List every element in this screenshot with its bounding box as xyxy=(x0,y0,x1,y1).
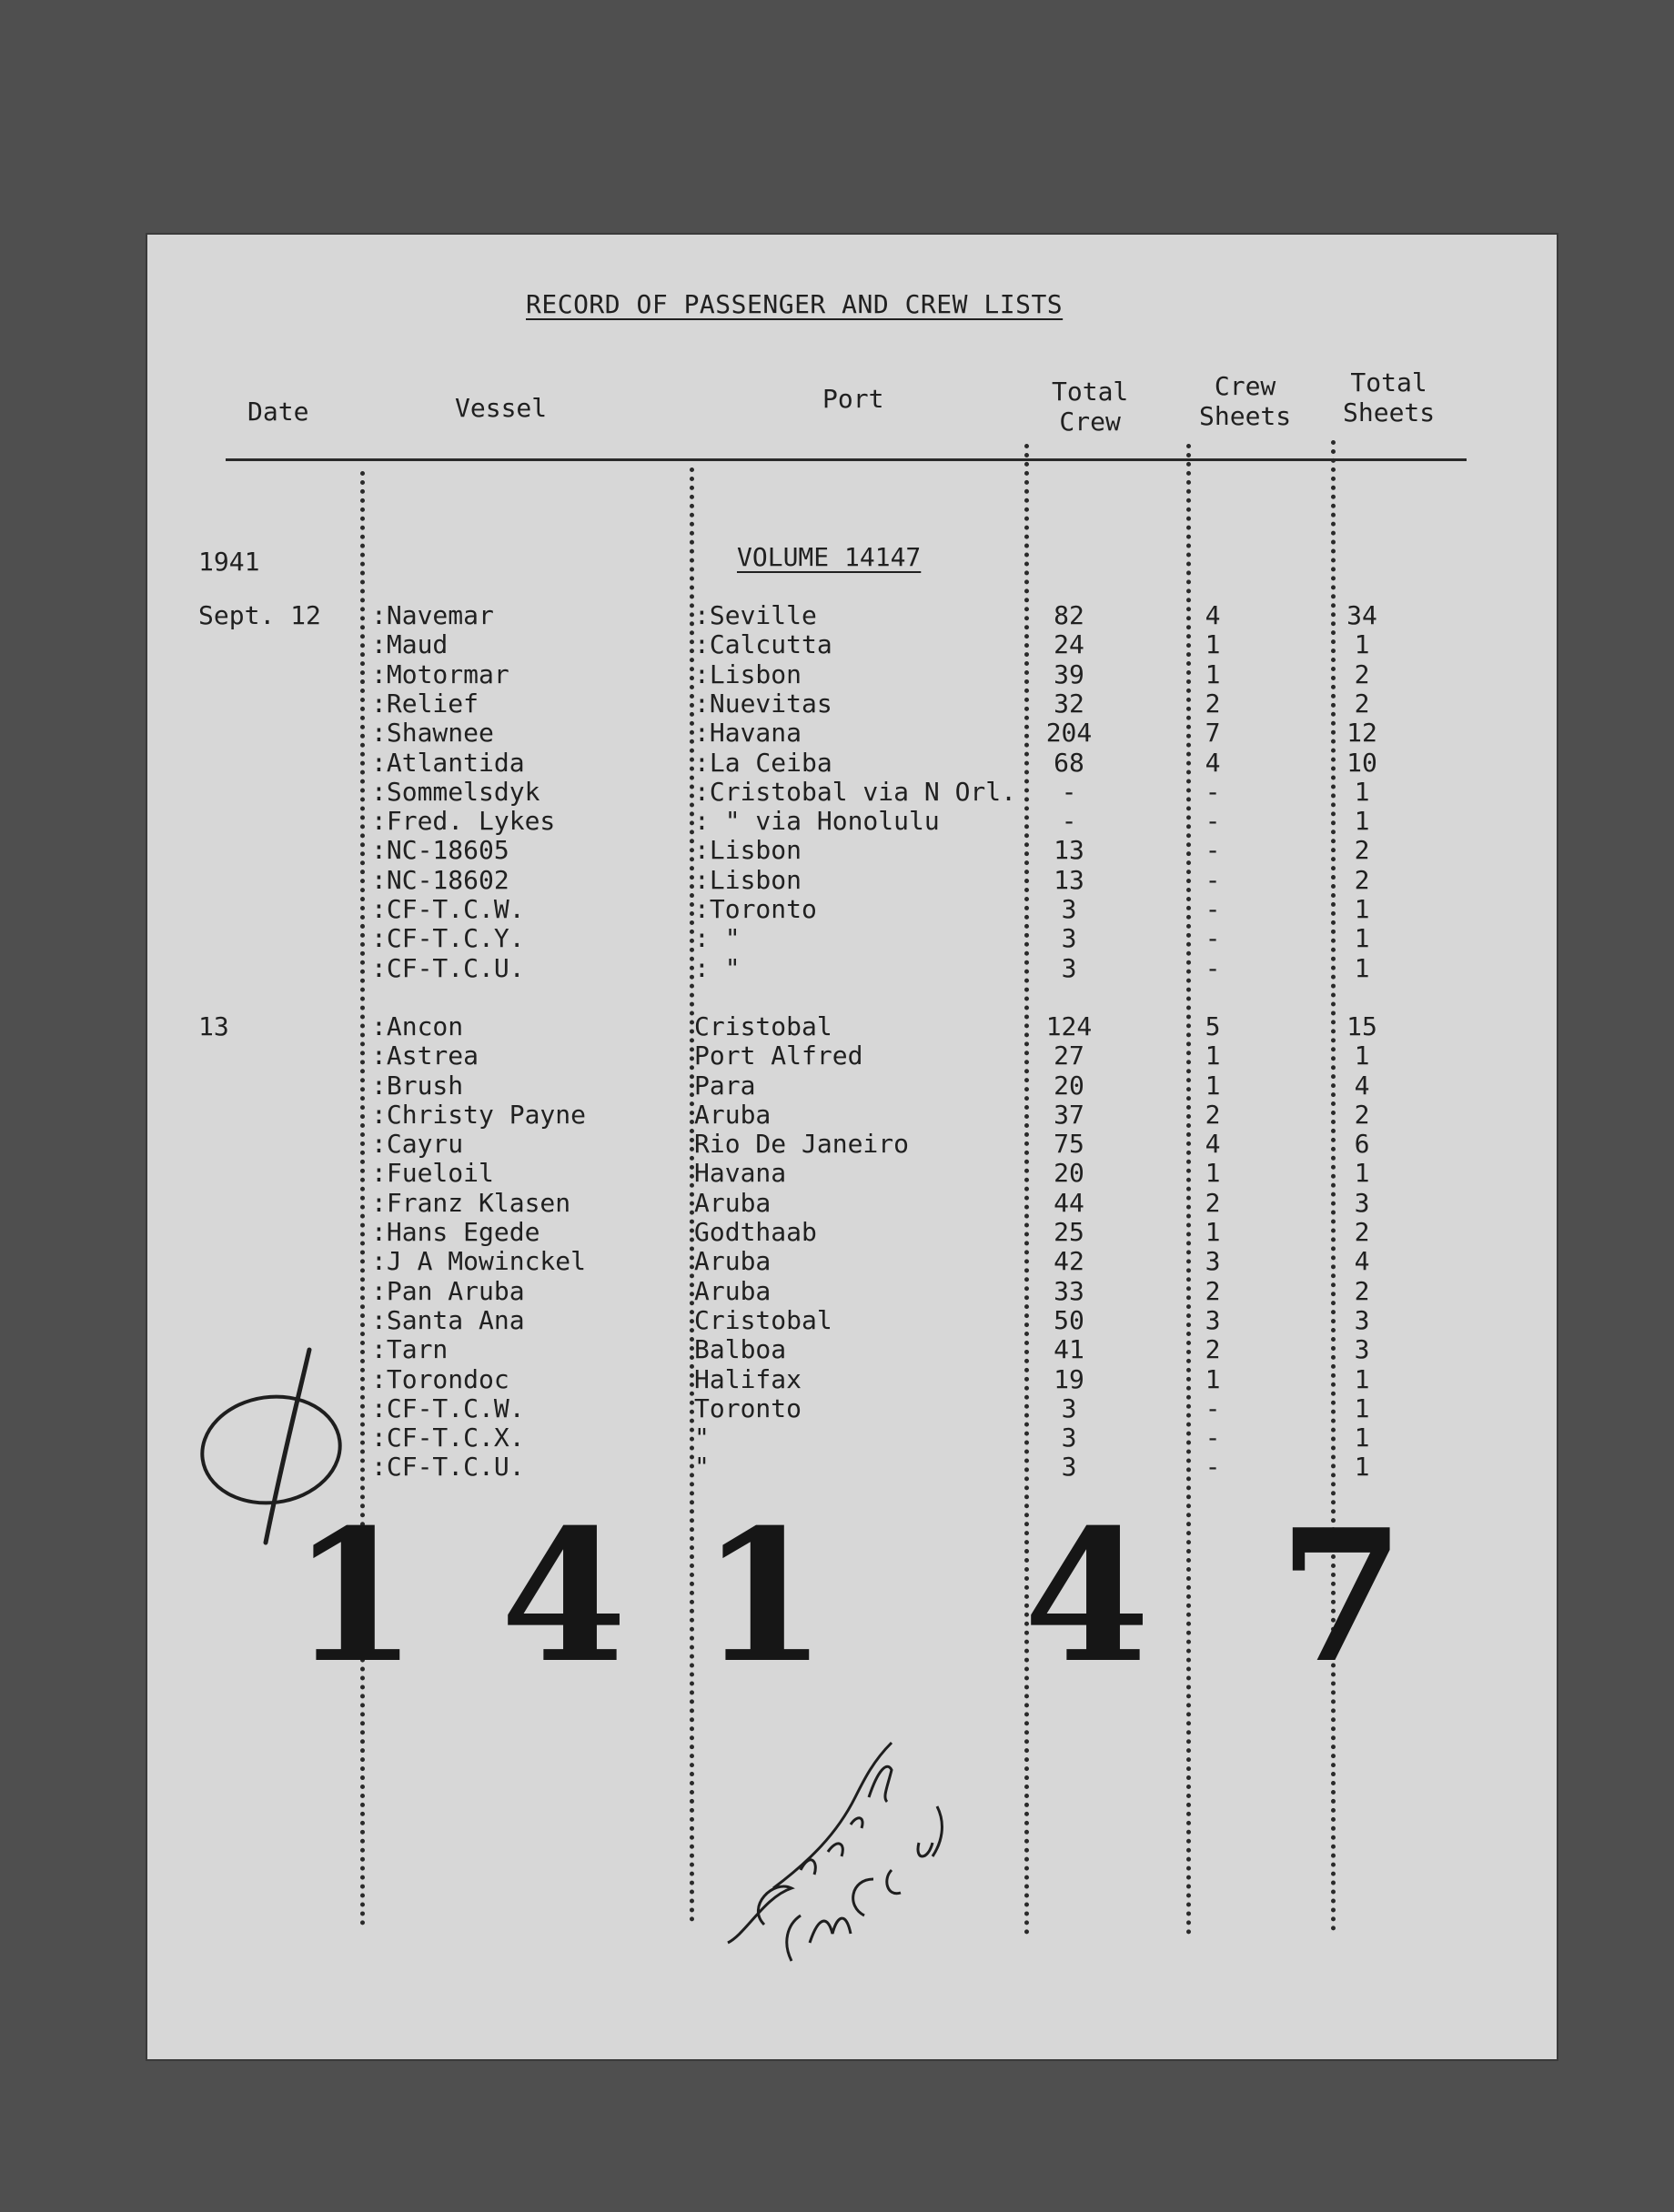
row-port: :Toronto xyxy=(694,894,817,924)
row-total-sheets: 1 xyxy=(1354,1363,1370,1394)
row-total-sheets: 2 xyxy=(1354,1099,1370,1130)
row-vessel: :Fred. Lykes xyxy=(371,806,556,837)
row-port: Cristobal xyxy=(694,1304,832,1335)
row-total-sheets: 12 xyxy=(1346,718,1377,749)
row-vessel: :NC-18602 xyxy=(371,864,509,895)
table-row xyxy=(146,1012,1465,1041)
header-total-crew: Total Crew xyxy=(1052,377,1129,437)
page-title: RECORD OF PASSENGER AND CREW LISTS xyxy=(526,289,1064,319)
row-vessel: :CF-T.C.Y. xyxy=(371,923,525,954)
row-port: : " xyxy=(694,952,741,983)
row-port: Cristobal xyxy=(694,1010,832,1041)
row-total-crew: 124 xyxy=(1045,1010,1093,1041)
row-date: 13 xyxy=(198,1010,229,1041)
row-crew-sheets: 3 xyxy=(1205,1246,1221,1277)
header-crew-sheets: Crew Sheets xyxy=(1199,371,1292,431)
stamp-digit: 4 xyxy=(1024,1490,1151,1704)
table-row xyxy=(146,866,1465,895)
table-row xyxy=(146,1071,1465,1101)
row-total-sheets: 2 xyxy=(1354,835,1370,866)
row-port: Godthaab xyxy=(694,1217,817,1247)
row-crew-sheets: 5 xyxy=(1205,1010,1221,1041)
row-total-sheets: 1 xyxy=(1354,1041,1370,1071)
row-port: " xyxy=(694,1423,710,1453)
row-total-crew: 44 xyxy=(1054,1187,1084,1218)
row-crew-sheets: - xyxy=(1205,894,1221,924)
row-total-crew: - xyxy=(1061,776,1077,807)
table-row xyxy=(146,1130,1465,1159)
row-total-sheets: 10 xyxy=(1346,747,1377,778)
row-total-sheets: 1 xyxy=(1354,1393,1370,1423)
row-vessel: :Christy Payne xyxy=(371,1099,587,1130)
row-vessel: :Fueloil xyxy=(371,1158,494,1189)
row-crew-sheets: 1 xyxy=(1205,629,1221,660)
row-port: :Nuevitas xyxy=(694,688,832,719)
table-row xyxy=(146,1218,1465,1247)
row-crew-sheets: 4 xyxy=(1205,747,1221,778)
row-total-sheets: 1 xyxy=(1354,1158,1370,1189)
table-row xyxy=(146,924,1465,953)
row-port: Aruba xyxy=(694,1275,771,1306)
row-total-sheets: 3 xyxy=(1354,1304,1370,1335)
table-row xyxy=(146,1159,1465,1188)
row-crew-sheets: - xyxy=(1205,923,1221,954)
row-port: : " via Honolulu xyxy=(694,806,940,837)
row-port: :Calcutta xyxy=(694,629,832,660)
row-port: " xyxy=(694,1452,710,1483)
record-sheet xyxy=(146,233,1558,2061)
row-total-sheets: 1 xyxy=(1354,629,1370,660)
row-total-crew: 3 xyxy=(1061,923,1077,954)
row-vessel: :Astrea xyxy=(371,1041,479,1071)
table-row xyxy=(146,749,1465,778)
row-total-crew: 13 xyxy=(1054,864,1084,895)
row-total-crew: 50 xyxy=(1054,1304,1084,1335)
row-port: :Havana xyxy=(694,718,802,749)
row-port: Aruba xyxy=(694,1246,771,1277)
row-total-crew: 42 xyxy=(1054,1246,1084,1277)
row-crew-sheets: - xyxy=(1205,864,1221,895)
row-total-crew: 39 xyxy=(1054,659,1084,689)
row-total-sheets: 15 xyxy=(1346,1010,1377,1041)
header-total-sheets: Total Sheets xyxy=(1343,367,1436,427)
row-port: Para xyxy=(694,1070,756,1101)
row-port: :Lisbon xyxy=(694,864,802,895)
row-date: Sept. 12 xyxy=(198,600,321,630)
row-total-sheets: 1 xyxy=(1354,806,1370,837)
row-port: : " xyxy=(694,923,741,954)
row-crew-sheets: - xyxy=(1205,1393,1221,1423)
header-port: Port xyxy=(822,384,884,414)
row-crew-sheets: 3 xyxy=(1205,1304,1221,1335)
table-row xyxy=(146,807,1465,836)
row-vessel: :CF-T.C.U. xyxy=(371,1452,525,1483)
row-total-sheets: 2 xyxy=(1354,1217,1370,1247)
row-total-crew: - xyxy=(1061,806,1077,837)
row-vessel: :Shawnee xyxy=(371,718,494,749)
row-total-sheets: 2 xyxy=(1354,659,1370,689)
row-vessel: :CF-T.C.X. xyxy=(371,1423,525,1453)
header-date: Date xyxy=(247,397,309,427)
row-vessel: :Franz Klasen xyxy=(371,1187,571,1218)
row-crew-sheets: 2 xyxy=(1205,1275,1221,1306)
stamp-digit: 1 xyxy=(291,1490,418,1704)
row-port: Balboa xyxy=(694,1334,787,1365)
stamp-digit: 7 xyxy=(1278,1490,1406,1704)
row-vessel: :Sommelsdyk xyxy=(371,776,540,807)
row-vessel: :CF-T.C.U. xyxy=(371,952,525,983)
table-row xyxy=(146,1247,1465,1276)
row-total-crew: 25 xyxy=(1054,1217,1084,1247)
row-crew-sheets: 1 xyxy=(1205,1070,1221,1101)
table-row xyxy=(146,689,1465,719)
row-vessel: :Ancon xyxy=(371,1010,464,1041)
row-vessel: :Maud xyxy=(371,629,449,660)
row-port: :Cristobal via N Orl. xyxy=(694,776,1017,807)
row-total-crew: 3 xyxy=(1061,1423,1077,1453)
row-total-crew: 3 xyxy=(1061,952,1077,983)
table-row xyxy=(146,660,1465,689)
row-crew-sheets: 1 xyxy=(1205,1041,1221,1071)
row-vessel: :CF-T.C.W. xyxy=(371,1393,525,1423)
row-vessel: :Motormar xyxy=(371,659,509,689)
table-row xyxy=(146,719,1465,748)
row-total-sheets: 1 xyxy=(1354,1452,1370,1483)
row-total-sheets: 34 xyxy=(1346,600,1377,630)
row-port: Port Alfred xyxy=(694,1041,863,1071)
row-total-sheets: 2 xyxy=(1354,688,1370,719)
row-crew-sheets: - xyxy=(1205,835,1221,866)
row-crew-sheets: - xyxy=(1205,952,1221,983)
row-crew-sheets: 7 xyxy=(1205,718,1221,749)
row-total-crew: 204 xyxy=(1045,718,1093,749)
table-row xyxy=(146,778,1465,807)
table-row xyxy=(146,895,1465,924)
row-total-crew: 37 xyxy=(1054,1099,1084,1130)
row-total-crew: 41 xyxy=(1054,1334,1084,1365)
row-total-crew: 13 xyxy=(1054,835,1084,866)
row-crew-sheets: 2 xyxy=(1205,1187,1221,1218)
row-crew-sheets: - xyxy=(1205,1452,1221,1483)
handwritten-signature xyxy=(710,1706,983,1979)
table-row xyxy=(146,630,1465,659)
row-crew-sheets: 1 xyxy=(1205,1217,1221,1247)
row-total-sheets: 3 xyxy=(1354,1187,1370,1218)
row-total-sheets: 1 xyxy=(1354,952,1370,983)
row-total-crew: 33 xyxy=(1054,1275,1084,1306)
row-vessel: :Brush xyxy=(371,1070,464,1101)
row-crew-sheets: 1 xyxy=(1205,659,1221,689)
row-vessel: :Navemar xyxy=(371,600,494,630)
row-total-sheets: 1 xyxy=(1354,923,1370,954)
table-row xyxy=(146,954,1465,983)
row-port: Halifax xyxy=(694,1363,802,1394)
table-row xyxy=(146,1101,1465,1130)
row-crew-sheets: - xyxy=(1205,806,1221,837)
row-total-crew: 75 xyxy=(1054,1129,1084,1160)
row-crew-sheets: 4 xyxy=(1205,600,1221,630)
row-vessel: :NC-18605 xyxy=(371,835,509,866)
table-row xyxy=(146,601,1465,630)
volume-label: VOLUME 14147 xyxy=(737,542,922,572)
row-vessel: :Santa Ana xyxy=(371,1304,525,1335)
row-vessel: :Hans Egede xyxy=(371,1217,540,1247)
row-vessel: :Pan Aruba xyxy=(371,1275,525,1306)
row-vessel: :J A Mowinckel xyxy=(371,1246,587,1277)
row-total-sheets: 2 xyxy=(1354,1275,1370,1306)
row-total-crew: 68 xyxy=(1054,747,1084,778)
row-port: Aruba xyxy=(694,1099,771,1130)
row-vessel: :Atlantida xyxy=(371,747,525,778)
row-total-crew: 20 xyxy=(1054,1070,1084,1101)
row-vessel: :Torondoc xyxy=(371,1363,509,1394)
table-row xyxy=(146,836,1465,865)
row-port: Havana xyxy=(694,1158,787,1189)
row-total-crew: 3 xyxy=(1061,894,1077,924)
year-label: 1941 xyxy=(198,547,260,577)
header-vessel: Vessel xyxy=(455,393,548,423)
row-total-sheets: 3 xyxy=(1354,1334,1370,1365)
stamp-digit: 4 xyxy=(500,1490,628,1704)
stamp-digit: 1 xyxy=(701,1490,828,1704)
row-total-crew: 24 xyxy=(1054,629,1084,660)
row-total-crew: 82 xyxy=(1054,600,1084,630)
row-vessel: :Relief xyxy=(371,688,479,719)
row-port: :Lisbon xyxy=(694,835,802,866)
table-row xyxy=(146,1189,1465,1218)
row-total-sheets: 4 xyxy=(1354,1070,1370,1101)
row-port: :Seville xyxy=(694,600,817,630)
row-total-sheets: 1 xyxy=(1354,776,1370,807)
row-total-sheets: 6 xyxy=(1354,1129,1370,1160)
row-crew-sheets: 2 xyxy=(1205,1099,1221,1130)
row-port: :La Ceiba xyxy=(694,747,832,778)
row-crew-sheets: 4 xyxy=(1205,1129,1221,1160)
row-total-crew: 20 xyxy=(1054,1158,1084,1189)
row-total-sheets: 1 xyxy=(1354,894,1370,924)
row-crew-sheets: 2 xyxy=(1205,1334,1221,1365)
table-row xyxy=(146,1277,1465,1306)
row-crew-sheets: 2 xyxy=(1205,688,1221,719)
row-total-sheets: 4 xyxy=(1354,1246,1370,1277)
header-rule xyxy=(226,458,1467,461)
row-crew-sheets: - xyxy=(1205,776,1221,807)
row-total-crew: 19 xyxy=(1054,1363,1084,1394)
row-crew-sheets: - xyxy=(1205,1423,1221,1453)
handwritten-phi-mark xyxy=(182,1324,364,1561)
table-row xyxy=(146,1041,1465,1071)
row-port: Toronto xyxy=(694,1393,802,1423)
row-vessel: :CF-T.C.W. xyxy=(371,894,525,924)
row-vessel: :Tarn xyxy=(371,1334,449,1365)
row-total-crew: 32 xyxy=(1054,688,1084,719)
row-port: Rio De Janeiro xyxy=(694,1129,910,1160)
row-port: Aruba xyxy=(694,1187,771,1218)
row-port: :Lisbon xyxy=(694,659,802,689)
row-total-crew: 3 xyxy=(1061,1452,1077,1483)
row-crew-sheets: 1 xyxy=(1205,1158,1221,1189)
row-vessel: :Cayru xyxy=(371,1129,464,1160)
row-total-sheets: 2 xyxy=(1354,864,1370,895)
row-total-crew: 27 xyxy=(1054,1041,1084,1071)
row-crew-sheets: 1 xyxy=(1205,1363,1221,1394)
row-total-crew: 3 xyxy=(1061,1393,1077,1423)
row-total-sheets: 1 xyxy=(1354,1423,1370,1453)
